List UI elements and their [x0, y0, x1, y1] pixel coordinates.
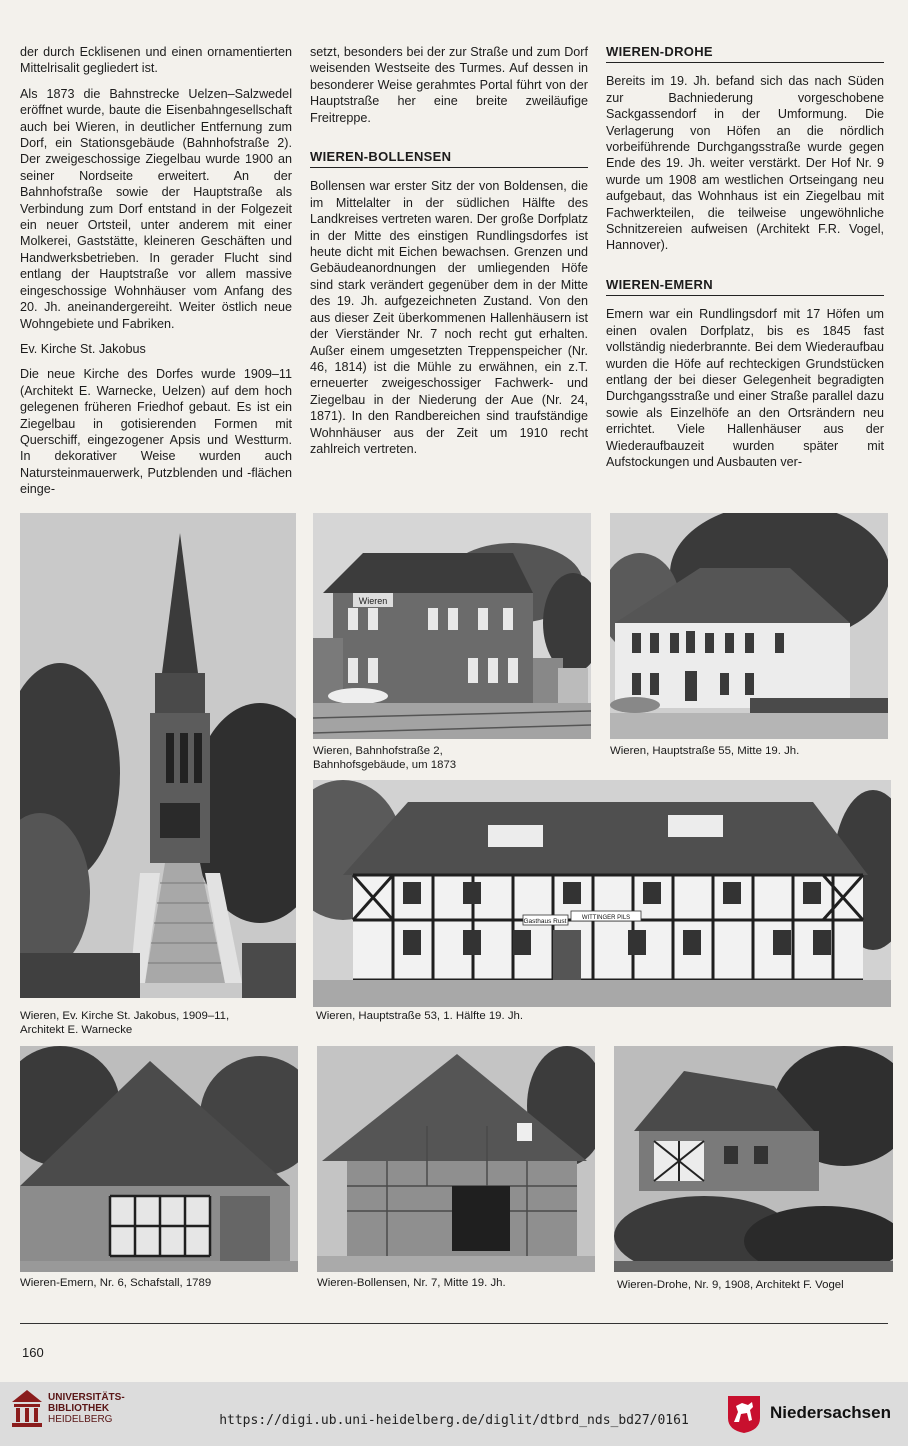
section-heading: WIEREN-EMERN — [606, 277, 884, 296]
page-rule — [20, 1323, 888, 1324]
paragraph: Emern war ein Rundlingsdorf mit 17 Höfen um einen ovalen Dorfplatz, bis es 1845 fast vollständig niederbrannte. Bei dem Wiederaufbau wurden die Höfe auf rechteckigen Grundstücken entlang der bei dieser Gelegenheit begradigten Durchgangsstraße und einer Straße parallel dazu sowie als Einzelhöfe an den Ortsrändern neu errichtet. Viele Hallenhäuser aus der Wiederaufbauzeit wurden später mit Aufstockungen und Ausbauten ver- — [606, 307, 884, 469]
section-subheading: Ev. Kirche St. Jakobus — [20, 341, 146, 356]
photo-bollensen — [317, 1046, 595, 1272]
page-number: 160 — [22, 1345, 44, 1360]
text-column-1 — [20, 44, 292, 507]
caption-hauptstrasse-55: Wieren, Hauptstraße 55, Mitte 19. Jh. — [610, 745, 800, 757]
caption-emern: Wieren-Emern, Nr. 6, Schafstall, 1789 — [20, 1277, 212, 1289]
paragraph: setzt, besonders bei der zur Straße und zum Dorf weisenden Westseite des Turmes. Auf dessen in besonderer Weise gerahmtes Portal führt von der Hauptstraße her eine breite zweiläufige Freitreppe. — [310, 45, 588, 125]
library-name-line: UNIVERSITÄTS- — [48, 1392, 125, 1403]
inn-sign-text: Gasthaus Rust — [523, 918, 567, 925]
section-heading: WIEREN-DROHE — [606, 44, 884, 63]
state-name[interactable]: Niedersachsen — [770, 1403, 891, 1422]
photo-emern — [20, 1046, 298, 1272]
photo-drohe — [614, 1046, 893, 1272]
paragraph: Bollensen war erster Sitz der von Boldensen, die im Mittelalter in der südlichen Hälfte des Landkreises vertreten waren. Der große Dorfplatz in der Mitte des einstigen Rundlingsdorfes ist heute dicht mit Eichen bewachsen. Grenzen und Gebäudeanordnungen der umliegenden Höfe sind stark verändert gegenüber dem in der Mitte des 19. Jh. aufgezeichneten Zustand. Von den aus dieser Zeit überkommenen Hallenhäusern ist der Vierständer Nr. 7 noch recht gut erhalten. Außer einem umgesetzten Treppenspeicher (Nr. 46, 1814) ist die Mühle zu erwähnen, ein z.T. erneuerter zweigeschossiger Fachwerk- und Ziegelbau in der Niederung der Aue (Nr. 24, 1871). In den Randbereichen sind traufständige Wohnhäuser aus der Zeit um 1910 recht zahlreich vertreten. — [310, 179, 588, 456]
caption-bollensen: Wieren-Bollensen, Nr. 7, Mitte 19. Jh. — [317, 1277, 506, 1289]
caption-hauptstrasse-53: Wieren, Hauptstraße 53, 1. Hälfte 19. Jh. — [316, 1010, 524, 1022]
text-column-2 — [310, 44, 588, 466]
caption-drohe: Wieren-Drohe, Nr. 9, 1908, Architekt F. Vogel — [617, 1279, 844, 1291]
document-url-link[interactable]: https://digi.ub.uni-heidelberg.de/diglit/dtbrd_nds_bd27/0161 — [219, 1413, 689, 1428]
paragraph: Als 1873 die Bahnstrecke Uelzen–Salzwedel eröffnet wurde, baute die Eisenbahngesellschaft auch bei Wieren, in deutlicher Entfernung zum Dorf, ein Stationsgebäude (Bahnhofstraße 2). Der zweigeschossige Ziegelbau wurde 1900 an seiner Nordseite erweitert. An der Bahnhofstraße sowie der Hauptstraße als Verbindung zum Dorf entstand in der Folgezeit ein neuer Ortsteil, unter anderem mit einer Molkerei, Gaststätte, kleineren Geschäften und Handwerksbetrieben. In gerader Flucht sind entlang der Hauptstraße vor allem massive eingeschossige Wohnhäuser vom Anfang des 20. Jh. aneinandergereiht. Weiter östlich neue Wohngebiete und Fabriken. — [20, 86, 292, 331]
station-sign-text: Wieren — [358, 596, 388, 606]
library-name-line: BIBLIOTHEK — [48, 1403, 110, 1414]
photo-hauptstrasse-53 — [313, 780, 891, 1007]
lower-saxony-horse-logo-icon[interactable] — [726, 1394, 762, 1434]
paragraph: Bereits im 19. Jh. befand sich das nach Süden zur Bachniederung vorgeschobene Sackgassendorf in der Umformung. Die Verlagerung von Höfen an die nördlich vorbeiführende Durchgangsstraße wurde gegen Ende des 19. Jh. weiter verstärkt. Der Hof Nr. 9 wurde um 1908 am westlichen Ortseingang neu aufgebaut, das Wohnhaus ist ein Ziegelbau mit Fachwerkteilen, die teilweise ungewöhnliche Schnitzereien aufweisen (Architekt F.R. Vogel, Hannover). — [606, 74, 884, 253]
paragraph: Die neue Kirche des Dorfes wurde 1909–11 (Architekt E. Warnecke, Uelzen) auf dem hoch gelegenen früheren Friedhof gebaut. Es ist ein Ziegelbau in gotisierenden Formen mit Querschiff, eingezogener Apsis und Westturm. In dekorativer Weise wurden auch Natursteinmauerwerk, Putzblenden und -flächen einge- — [20, 367, 292, 497]
viewer-footer — [0, 1382, 908, 1446]
photo-station — [313, 513, 591, 739]
inn-beer-sign-text: WITTINGER PILS — [581, 915, 631, 921]
caption-church: Wieren, Ev. Kirche St. Jakobus, 1909–11, Architekt E. Warnecke — [20, 1010, 230, 1036]
library-name-line: HEIDELBERG — [48, 1414, 113, 1425]
photo-church — [20, 513, 296, 998]
photo-hauptstrasse-55 — [610, 513, 888, 739]
caption-station: Wieren, Bahnhofstraße 2, Bahnhofsgebäude, um 1873 — [313, 745, 457, 771]
paragraph: der durch Ecklisenen und einen ornamentierten Mittelrisalit gegliedert ist. — [20, 45, 292, 76]
section-heading: WIEREN-BOLLENSEN — [310, 149, 588, 168]
text-column-3 — [606, 44, 884, 479]
